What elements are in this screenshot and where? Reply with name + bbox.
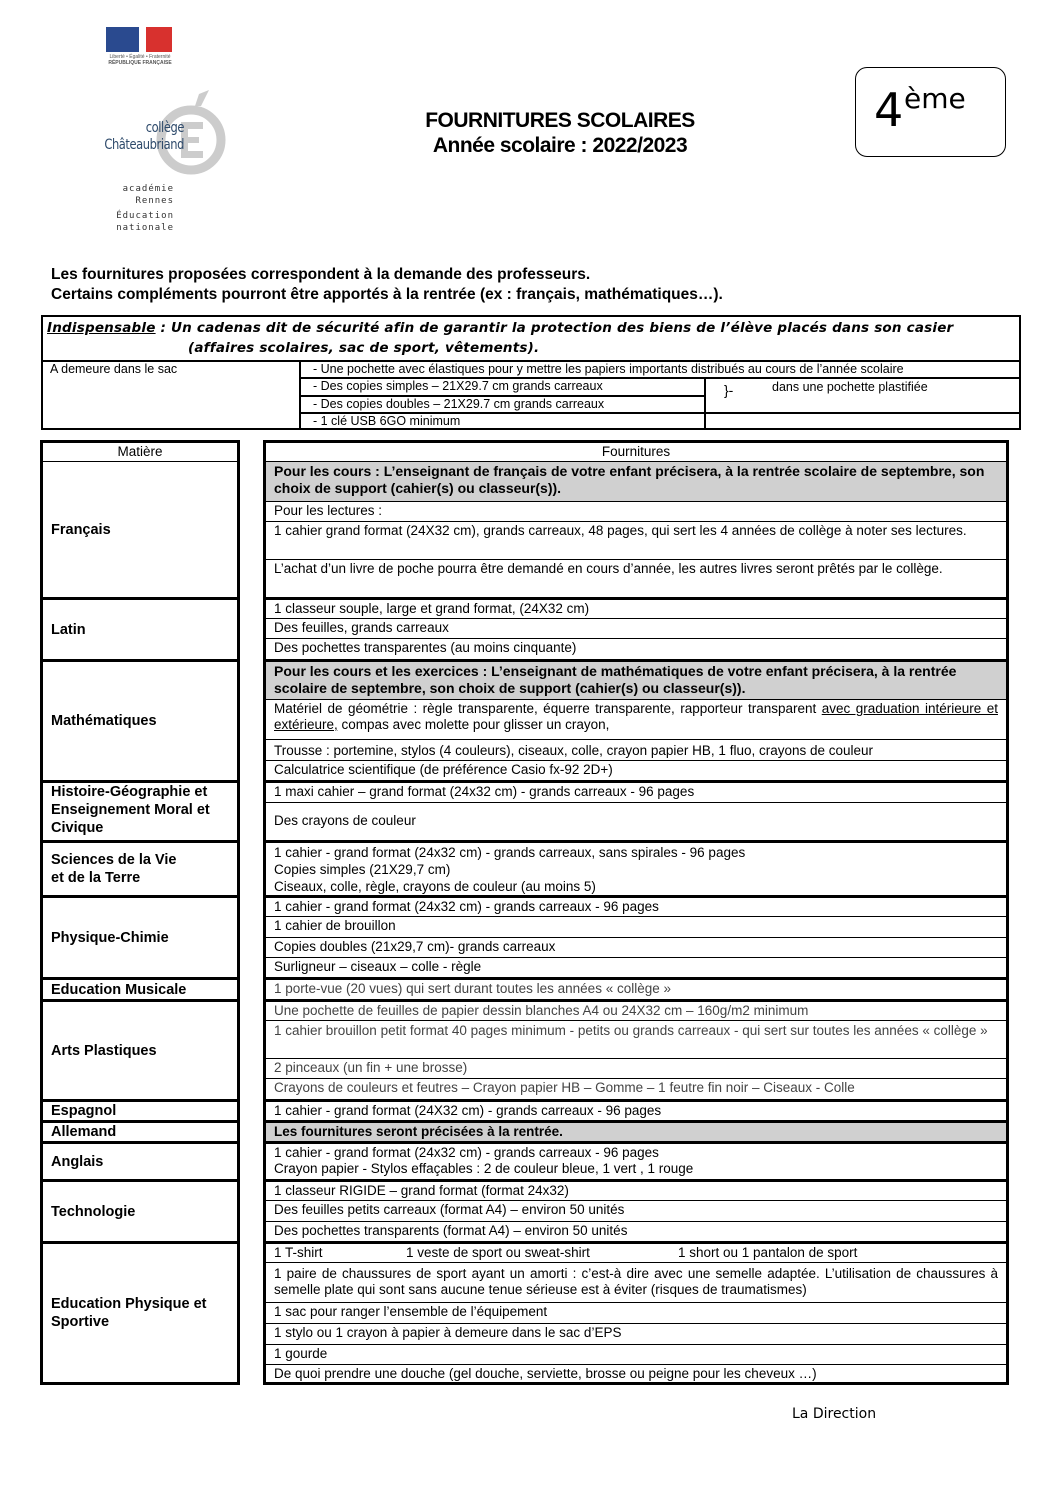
supply-row: Pour les lectures : [266,501,1006,521]
supply-row [266,840,1006,895]
supply-row: 1 cahier - grand format (24X32 cm) - grands carreaux - 96 pages [266,1099,1006,1120]
intro-line2: Certains compléments pourront être apportés à la rentrée (ex : français, mathématiques…). [51,286,723,303]
supply-row: Calculatrice scientifique (de préférence Casio fx-92 2D+) [266,760,1006,780]
subject-label: Latin [51,621,86,638]
academie-line1: académie [122,184,174,194]
supply-row: Une pochette de feuilles de papier dessin blanches A4 ou 24X32 cm – 160g/m2 minimum [266,999,1006,1020]
supply-line: 1 cahier - grand format (24x32 cm) - grands carreaux, sans spirales - 96 pages [274,845,746,860]
subject-label: Education Physique et Sportive [51,1296,207,1330]
education-line2: nationale [116,223,174,233]
grade-suffix: ème [904,82,966,115]
academie-label [100,183,174,234]
education-line1: Éducation [116,211,174,221]
divider [704,377,706,430]
college-name-line1: collège [145,120,184,136]
subject-label: Allemand [51,1124,117,1140]
subject-histoire-geographie [43,780,237,840]
subject-label: Technologie [51,1203,136,1220]
supply-item: 1 veste de sport ou sweat-shirt [406,1245,590,1260]
subject-technologie [43,1179,237,1241]
supply-text-emphasis: avec graduation intérieure et extérieure, [274,701,998,732]
supply-row: 1 classeur RIGIDE – grand format (format 24x32) [266,1179,1006,1200]
subject-label: Anglais [51,1153,104,1170]
subjects-table [40,440,240,1385]
republic-label: RÉPUBLIQUE FRANÇAISE [108,60,172,66]
supply-row: Des pochettes transparents (format A4) – environ 50 unités [266,1221,1006,1241]
subject-label: Physique-Chimie [51,929,169,946]
brace-note: dans une pochette plastifiée [772,380,928,394]
college-name [102,120,184,154]
supply-line: 1 cahier - grand format (24x32 cm) - grands carreaux - 96 pages [274,1145,659,1160]
supplies-table [263,440,1009,1385]
republic-motto [104,54,176,66]
bag-item: - Une pochette avec élastiques pour y mettre les papiers importants distribués au cours de l’année scolaire [313,362,904,376]
subject-allemand [43,1120,237,1141]
school-year: Année scolaire : 2022/2023 [432,134,688,157]
bag-item: - Des copies doubles – 21X29.7 cm grands carreaux [313,397,605,411]
intro-line1: Les fournitures proposées correspondent à la demande des professeurs. [51,266,591,283]
subject-label: Mathématiques [51,713,157,729]
supply-row: Crayons de couleurs et feutres – Crayon papier HB – Gomme – 1 feutre fin noir – Ciseaux - Colle [266,1078,1006,1099]
supply-row: Surligneur – ciseaux – colle - règle [266,957,1006,977]
subject-label-line2: et de la Terre [51,870,141,886]
bag-label: A demeure dans le sac [50,362,178,376]
supply-row: Des crayons de couleur [266,802,1006,840]
supply-row: Les fournitures seront précisées à la rentrée. [266,1120,1006,1141]
supply-line: Crayon papier - Stylos effaçables : 2 de couleur bleue, 1 vert , 1 rouge [274,1161,694,1176]
supply-row: 1 porte-vue (20 vues) qui sert durant toutes les années « collège » [266,977,1006,999]
signature: La Direction [792,1406,877,1422]
supply-row: 1 maxi cahier – grand format (24x32 cm) - grands carreaux - 96 pages [266,780,1006,802]
supply-item: 1 T-shirt [274,1245,323,1260]
supplies-header: Fournitures [601,444,671,459]
supply-text: Matériel de géométrie : règle transparente, équerre transparente, rapporteur transparent [274,701,822,716]
subject-label: Français [51,521,111,538]
supply-row: 2 pinceaux (un fin + une brosse) [266,1058,1006,1078]
subject-mathematiques [43,659,237,780]
motto-text: Liberté • Égalité • Fraternité [109,54,171,60]
subject-label [51,851,176,887]
supply-row: 1 stylo ou 1 crayon à papier à demeure dans le sac d’EPS [266,1323,1006,1344]
subject-latin [43,597,237,659]
grade-number: 4 [874,83,904,137]
supply-row: 1 classeur souple, large et grand format, (24X32 cm) [266,597,1006,618]
indispensable-text-line2: (affaires scolaires, sac de sport, vêtements). [188,340,540,356]
supply-line: Ciseaux, colle, règle, crayons de couleur (au moins 5) [274,879,596,894]
supply-row: Des pochettes transparentes (au moins cinquante) [266,638,1006,659]
supply-row: Pour les cours et les exercices : L’enseignant de mathématiques de votre enfant précisera, à la rentrée scolaire de septembre, son choix de support (cahier(s) ou classeur(s)). [266,659,1006,699]
indispensable-text: : Un cadenas dit de sécurité afin de garantir la protection des biens de l’élève placés dans son casier [155,320,954,336]
indispensable-note [47,318,1007,358]
academie-line2: Rennes [135,196,174,206]
subject-francais [43,461,237,597]
subject-header: Matière [117,444,163,459]
subject-education-musicale [43,977,237,999]
subject-espagnol [43,1099,237,1120]
subject-label: Espagnol [51,1103,117,1119]
grade-level-badge [855,67,1006,157]
supply-row: 1 paire de chaussures de sport ayant un amorti : c’est-à dire avec une semelle adaptée. L’utilisation de chaussures à semelle plate qui sont sans aucune tenue sérieuse est à éviter (risques de traumatismes) [266,1262,1006,1302]
supply-row [266,1241,1006,1262]
supply-row: De quoi prendre une douche (gel douche, serviette, brosse ou peigne pour les cheveux …) [266,1364,1006,1382]
republique-francaise-flag-logo [106,27,172,52]
supply-row: 1 cahier de brouillon [266,916,1006,937]
subject-label: Histoire-Géographie et Enseignement Moral et Civique [51,784,210,836]
supply-row: Des feuilles, grands carreaux [266,618,1006,638]
supply-row: Pour les cours : L’enseignant de français de votre enfant précisera, à la rentrée scolaire de septembre, son choix de support (cahier(s) ou classeur(s)). [266,461,1006,501]
supply-row: L’achat d’un livre de poche pourra être demandé en cours d’année, les autres livres seront prêtés par le collège. [266,559,1006,597]
subject-eps [43,1241,237,1382]
supply-row: Des feuilles petits carreaux (format A4) – environ 50 unités [266,1200,1006,1221]
supply-row: 1 cahier brouillon petit format 40 pages minimum - petits ou grands carreaux - qui sert sur toutes les années « collège » [266,1020,1006,1058]
subject-physique-chimie [43,895,237,977]
supply-line: Copies simples (21X29,7 cm) [274,862,451,877]
supply-row: 1 cahier grand format (24X32 cm), grands carreaux, 48 pages, qui sert les 4 années de collège à noter ses lectures. [266,521,1006,559]
supply-row [266,699,1006,739]
title-line: FOURNITURES SCOLAIRES [425,109,695,132]
subject-label: Arts Plastiques [51,1042,157,1059]
supply-row [266,1141,1006,1179]
subject-svt [43,840,237,895]
indispensable-label: Indispensable [47,320,156,336]
document-title [360,108,760,158]
supply-row: Trousse : portemine, stylos (4 couleurs), ciseaux, colle, crayon papier HB, 1 fluo, crayons de couleur [266,739,1006,760]
supply-row: 1 gourde [266,1344,1006,1364]
intro-text [51,265,723,305]
supply-row: 1 cahier - grand format (24x32 cm) - grands carreaux - 96 pages [266,895,1006,916]
subject-label-line1: Sciences de la Vie [51,852,177,868]
supply-row: Copies doubles (21x29,7 cm)- grands carreaux [266,937,1006,957]
subject-label: Education Musicale [51,981,187,998]
supply-row: 1 sac pour ranger l’ensemble de l’équipement [266,1302,1006,1323]
subject-arts-plastiques [43,999,237,1099]
bag-item: - 1 clé USB 6GO minimum [313,414,461,428]
brace-icon: }- [724,382,734,398]
college-name-line2: Châteaubriand [104,137,184,153]
supply-item: 1 short ou 1 pantalon de sport [678,1245,858,1260]
subject-anglais [43,1141,237,1179]
bag-item: - Des copies simples – 21X29.7 cm grands carreaux [313,379,603,393]
supply-text: compas avec molette pour glisser un crayon, [337,717,610,732]
